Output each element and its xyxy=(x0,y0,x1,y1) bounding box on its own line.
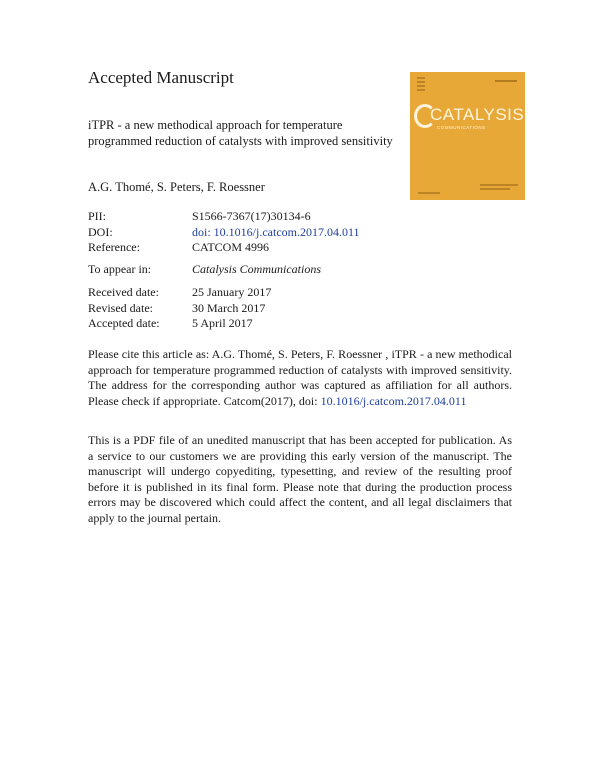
meta-value: 30 March 2017 xyxy=(192,301,266,315)
meta-label: To appear in: xyxy=(88,262,152,276)
citation-doi-link[interactable]: 10.1016/j.catcom.2017.04.011 xyxy=(320,393,467,408)
meta-label: Reference: xyxy=(88,240,140,254)
journal-cover-image xyxy=(410,72,525,200)
cover-journal-title: CATALYSIS xyxy=(430,105,525,124)
cover-footer-line xyxy=(480,188,510,190)
meta-label: Revised date: xyxy=(88,301,153,315)
meta-label: DOI: xyxy=(88,225,113,239)
article-title: iTPR - a new methodical approach for temperature programmed reduction of catalysts with improved sensitivity xyxy=(88,118,393,148)
meta-value: 5 April 2017 xyxy=(192,316,253,330)
cover-journal-subtitle: COMMUNICATIONS xyxy=(437,125,486,130)
page-heading: Accepted Manuscript xyxy=(88,68,234,87)
journal-name: Catalysis Communications xyxy=(192,262,322,276)
cover-footer-line xyxy=(418,192,440,194)
meta-value: 25 January 2017 xyxy=(192,285,272,299)
citation-paragraph xyxy=(88,347,512,409)
cover-issue-line xyxy=(495,80,517,82)
meta-label: PII: xyxy=(88,209,106,223)
meta-label: Received date: xyxy=(88,285,159,299)
disclaimer-paragraph: This is a PDF file of an unedited manuscript that has been accepted for publication. As a service to our customers we are providing this early version of the manuscript. The manuscript will undergo copyediting, typesetting, and review of the resulting proof before it is published in its final form. Please note that during the production process errors may be discovered which could affect the content, and all legal disclaimers that apply to the journal pertain. xyxy=(88,433,512,525)
cover-footer-line xyxy=(480,184,518,186)
meta-value: CATCOM 4996 xyxy=(192,240,270,254)
meta-value: S1566-7367(17)30134-6 xyxy=(192,209,311,223)
meta-label: Accepted date: xyxy=(88,316,160,330)
doi-link[interactable]: doi: 10.1016/j.catcom.2017.04.011 xyxy=(192,225,360,239)
cover-logo-icon xyxy=(417,77,425,97)
citation-text: Please cite this article as: A.G. Thomé, S. Peters, F. Roessner , iTPR - a new methodical approach for temperature programmed reduction of catalysts with improved sensitivity. The address for the corresponding author was captured as affiliation for all authors. Please check if appropriate. Catcom(2017), doi: xyxy=(88,347,512,408)
authors: A.G. Thomé, S. Peters, F. Roessner xyxy=(88,180,265,194)
